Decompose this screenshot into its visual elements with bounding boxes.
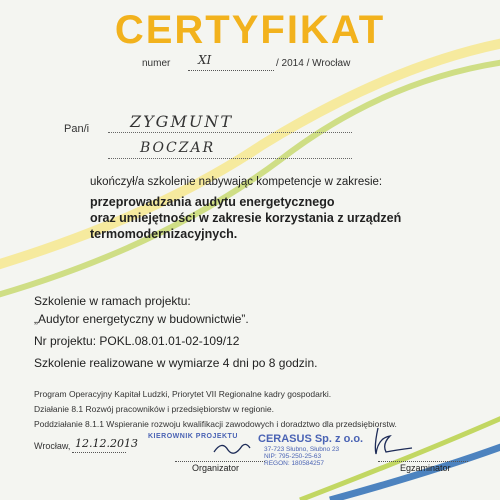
last-name-dotted-line — [108, 158, 352, 159]
organizer-label: Organizator — [192, 463, 240, 473]
number-value: XI — [198, 53, 212, 67]
stamp-regon: REGON: 180584257 — [264, 460, 324, 467]
certificate-title: CERTYFIKAT — [114, 8, 386, 52]
program-info — [34, 387, 397, 432]
examiner-signature-line — [378, 461, 468, 462]
competence-text — [90, 194, 401, 242]
stamp-address: 37-723 Słubno, Słubno 23 — [264, 446, 340, 453]
intro-text: ukończył/a szkolenie nabywając kompetencje w zakresie: — [90, 176, 383, 188]
project-name: „Audytor energetyczny w budownictwie”. — [34, 312, 249, 326]
number-dotted-line — [188, 70, 274, 71]
certificate-number-line — [140, 53, 380, 72]
recipient-last-name: BOCZAR — [140, 140, 216, 156]
competence-line: oraz umiejętności w zakresie korzystania z urządzeń — [90, 211, 402, 225]
program-line: Działanie 8.1 Rozwój pracowników i przedsiębiorstw w regionie. — [34, 404, 274, 414]
stamp-nip: NIP: 795-250-25-63 — [264, 453, 322, 460]
competence-line: przeprowadzania audytu energetycznego — [90, 195, 335, 209]
number-label: numer — [142, 58, 171, 69]
first-name-dotted-line — [108, 132, 352, 133]
recipient-label: Pan/i — [64, 123, 90, 135]
recipient-first-name: ZYGMUNT — [130, 112, 233, 131]
company-stamp — [258, 433, 373, 473]
organizer-signature-line — [175, 461, 265, 462]
issue-date: 12.12.2013 — [75, 437, 138, 450]
issue-place: Wrocław, — [34, 441, 71, 451]
project-label: Szkolenie w ramach projektu: — [34, 294, 191, 308]
examiner-label: Egzaminator — [400, 463, 451, 473]
program-line: Poddziałanie 8.1.1 Wspieranie rozwoju kwalifikacji zawodowych i doradztwo dla przedsiębiorstw. — [34, 419, 397, 429]
date-dotted-line — [72, 452, 126, 453]
organizer-signature — [214, 444, 250, 453]
competence-line: termomodernizacyjnych. — [90, 227, 238, 241]
stamp-project-manager: KIEROWNIK PROJEKTU — [148, 433, 238, 440]
program-line: Program Operacyjny Kapitał Ludzki, Priorytet VII Regionalne kadry gospodarki. — [34, 389, 332, 399]
stamp-company-name: CERASUS Sp. z o.o. — [258, 433, 364, 445]
project-duration: Szkolenie realizowane w wymiarze 4 dni po 8 godzin. — [34, 356, 318, 370]
number-suffix: / 2014 / Wrocław — [276, 58, 351, 69]
project-number: Nr projektu: POKL.08.01.01-02-109/12 — [34, 334, 240, 348]
